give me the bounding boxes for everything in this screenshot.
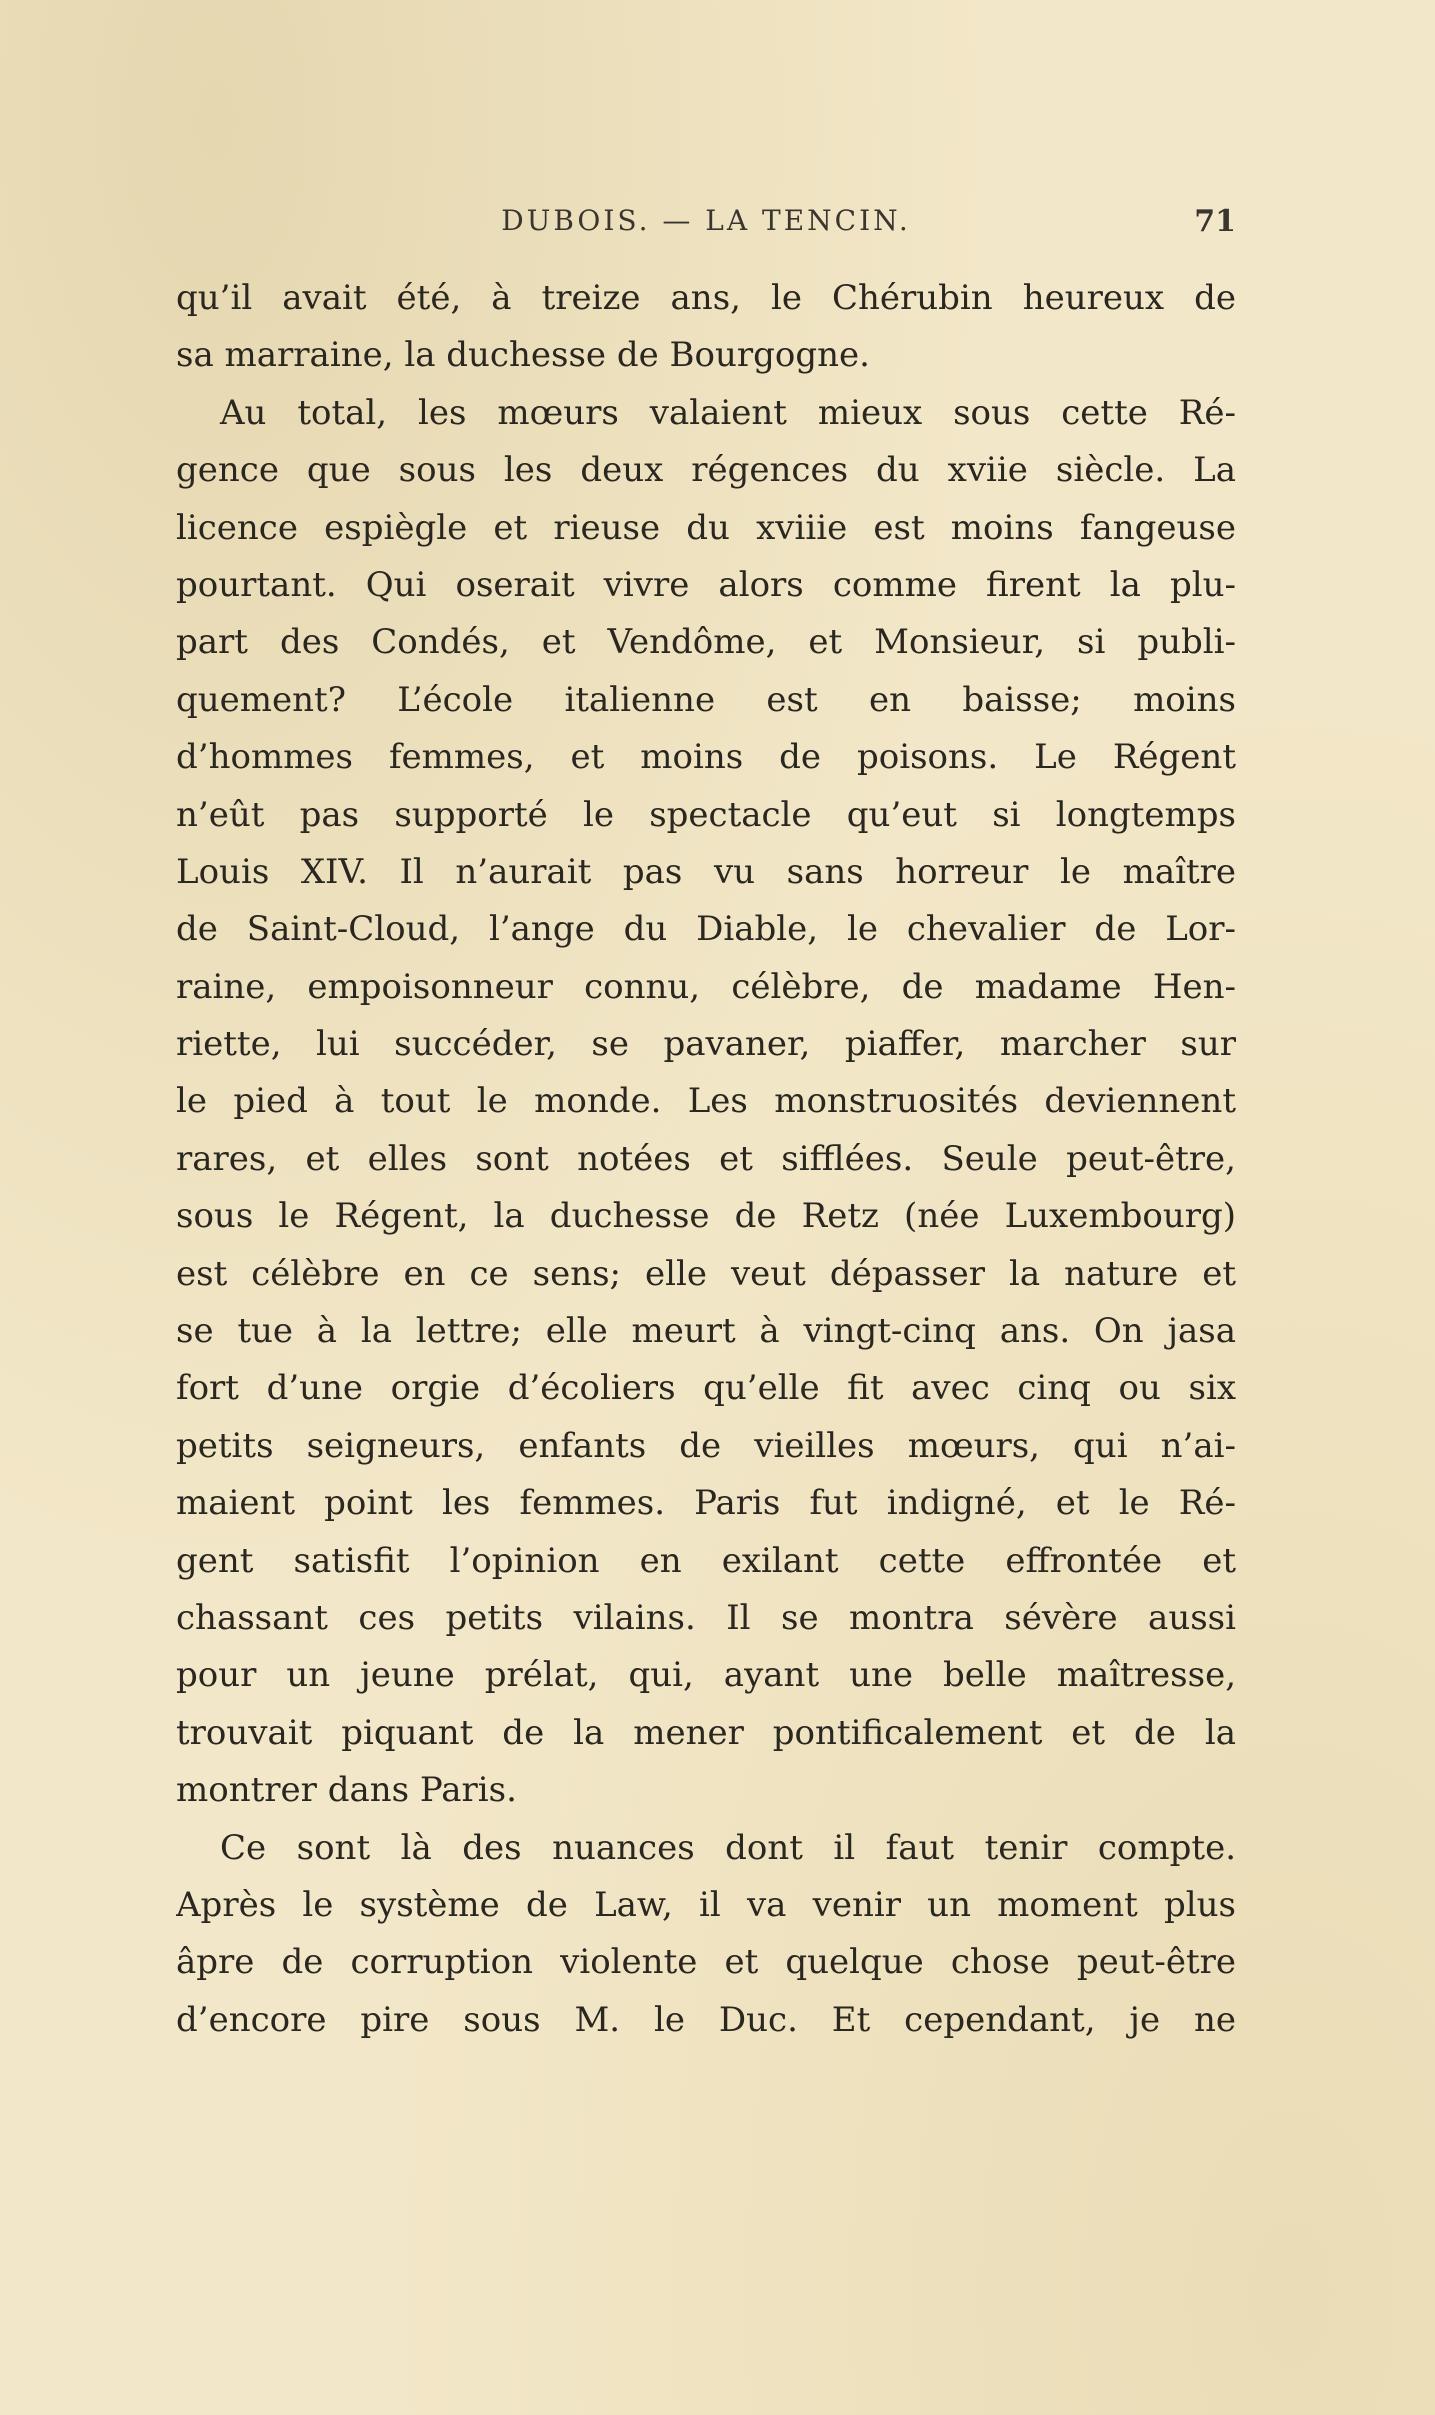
text-line: est célèbre en ce sens; elle veut dépasser la nature et — [176, 1253, 1236, 1294]
running-head — [176, 204, 1236, 244]
text-line: sous le Régent, la duchesse de Retz (née Luxembourg) — [176, 1196, 1236, 1237]
text-line: quement? L’école italienne est en baisse; moins — [176, 679, 1236, 720]
text-line: raine, empoisonneur connu, célèbre, de madame Hen- — [176, 966, 1236, 1007]
text-line: chassant ces petits vilains. Il se montra sévère aussi — [176, 1597, 1236, 1638]
text-line: d’hommes femmes, et moins de poisons. Le Régent — [176, 737, 1236, 778]
body-text — [176, 270, 1236, 2049]
text-line: rares, et elles sont notées et sifflées. Seule peut-être, — [176, 1138, 1236, 1179]
text-line: trouvait piquant de la mener pontificalement et de la — [176, 1712, 1236, 1753]
text-line: de Saint-Cloud, l’ange du Diable, le chevalier de Lor- — [176, 909, 1236, 950]
text-line: gent satisfit l’opinion en exilant cette effrontée et — [176, 1540, 1236, 1581]
text-line: gence que sous les deux régences du xviie siècle. La — [176, 450, 1236, 491]
text-line: licence espiègle et rieuse du xviiie est moins fangeuse — [176, 507, 1236, 548]
text-line: pourtant. Qui oserait vivre alors comme firent la plu- — [176, 564, 1236, 605]
text-line: d’encore pire sous M. le Duc. Et cependant, je ne — [176, 1999, 1236, 2040]
text-line: Louis XIV. Il n’aurait pas vu sans horreur le maître — [176, 851, 1236, 892]
text-line: fort d’une orgie d’écoliers qu’elle fit avec cinq ou six — [176, 1368, 1236, 1409]
text-line: maient point les femmes. Paris fut indigné, et le Ré- — [176, 1483, 1236, 1524]
text-line: Après le système de Law, il va venir un moment plus — [176, 1884, 1236, 1925]
text-line: part des Condés, et Vendôme, et Monsieur, si publi- — [176, 622, 1236, 663]
text-line: qu’il avait été, à treize ans, le Chérubin heureux de — [176, 278, 1236, 318]
text-line: pour un jeune prélat, qui, ayant une belle maîtresse, — [176, 1655, 1236, 1696]
text-line: n’eût pas supporté le spectacle qu’eut si longtemps — [176, 794, 1236, 835]
page-number: 71 — [1194, 204, 1236, 239]
text-line: âpre de corruption violente et quelque chose peut-être — [176, 1942, 1236, 1983]
text-line: montrer dans Paris. — [176, 1770, 517, 1811]
text-line: se tue à la lettre; elle meurt à vingt-cinq ans. On jasa — [176, 1311, 1236, 1352]
running-title: DUBOIS. — LA TENCIN. — [501, 204, 911, 237]
text-line: petits seigneurs, enfants de vieilles mœurs, qui n’ai- — [176, 1425, 1236, 1466]
text-line: le pied à tout le monde. Les monstruosités deviennent — [176, 1081, 1236, 1122]
text-line: riette, lui succéder, se pavaner, piaffer, marcher sur — [176, 1024, 1236, 1065]
text-line: Ce sont là des nuances dont il faut tenir compte. — [220, 1827, 1236, 1868]
text-line: sa marraine, la duchesse de Bourgogne. — [176, 335, 870, 376]
text-line: Au total, les mœurs valaient mieux sous cette Ré- — [220, 392, 1236, 433]
